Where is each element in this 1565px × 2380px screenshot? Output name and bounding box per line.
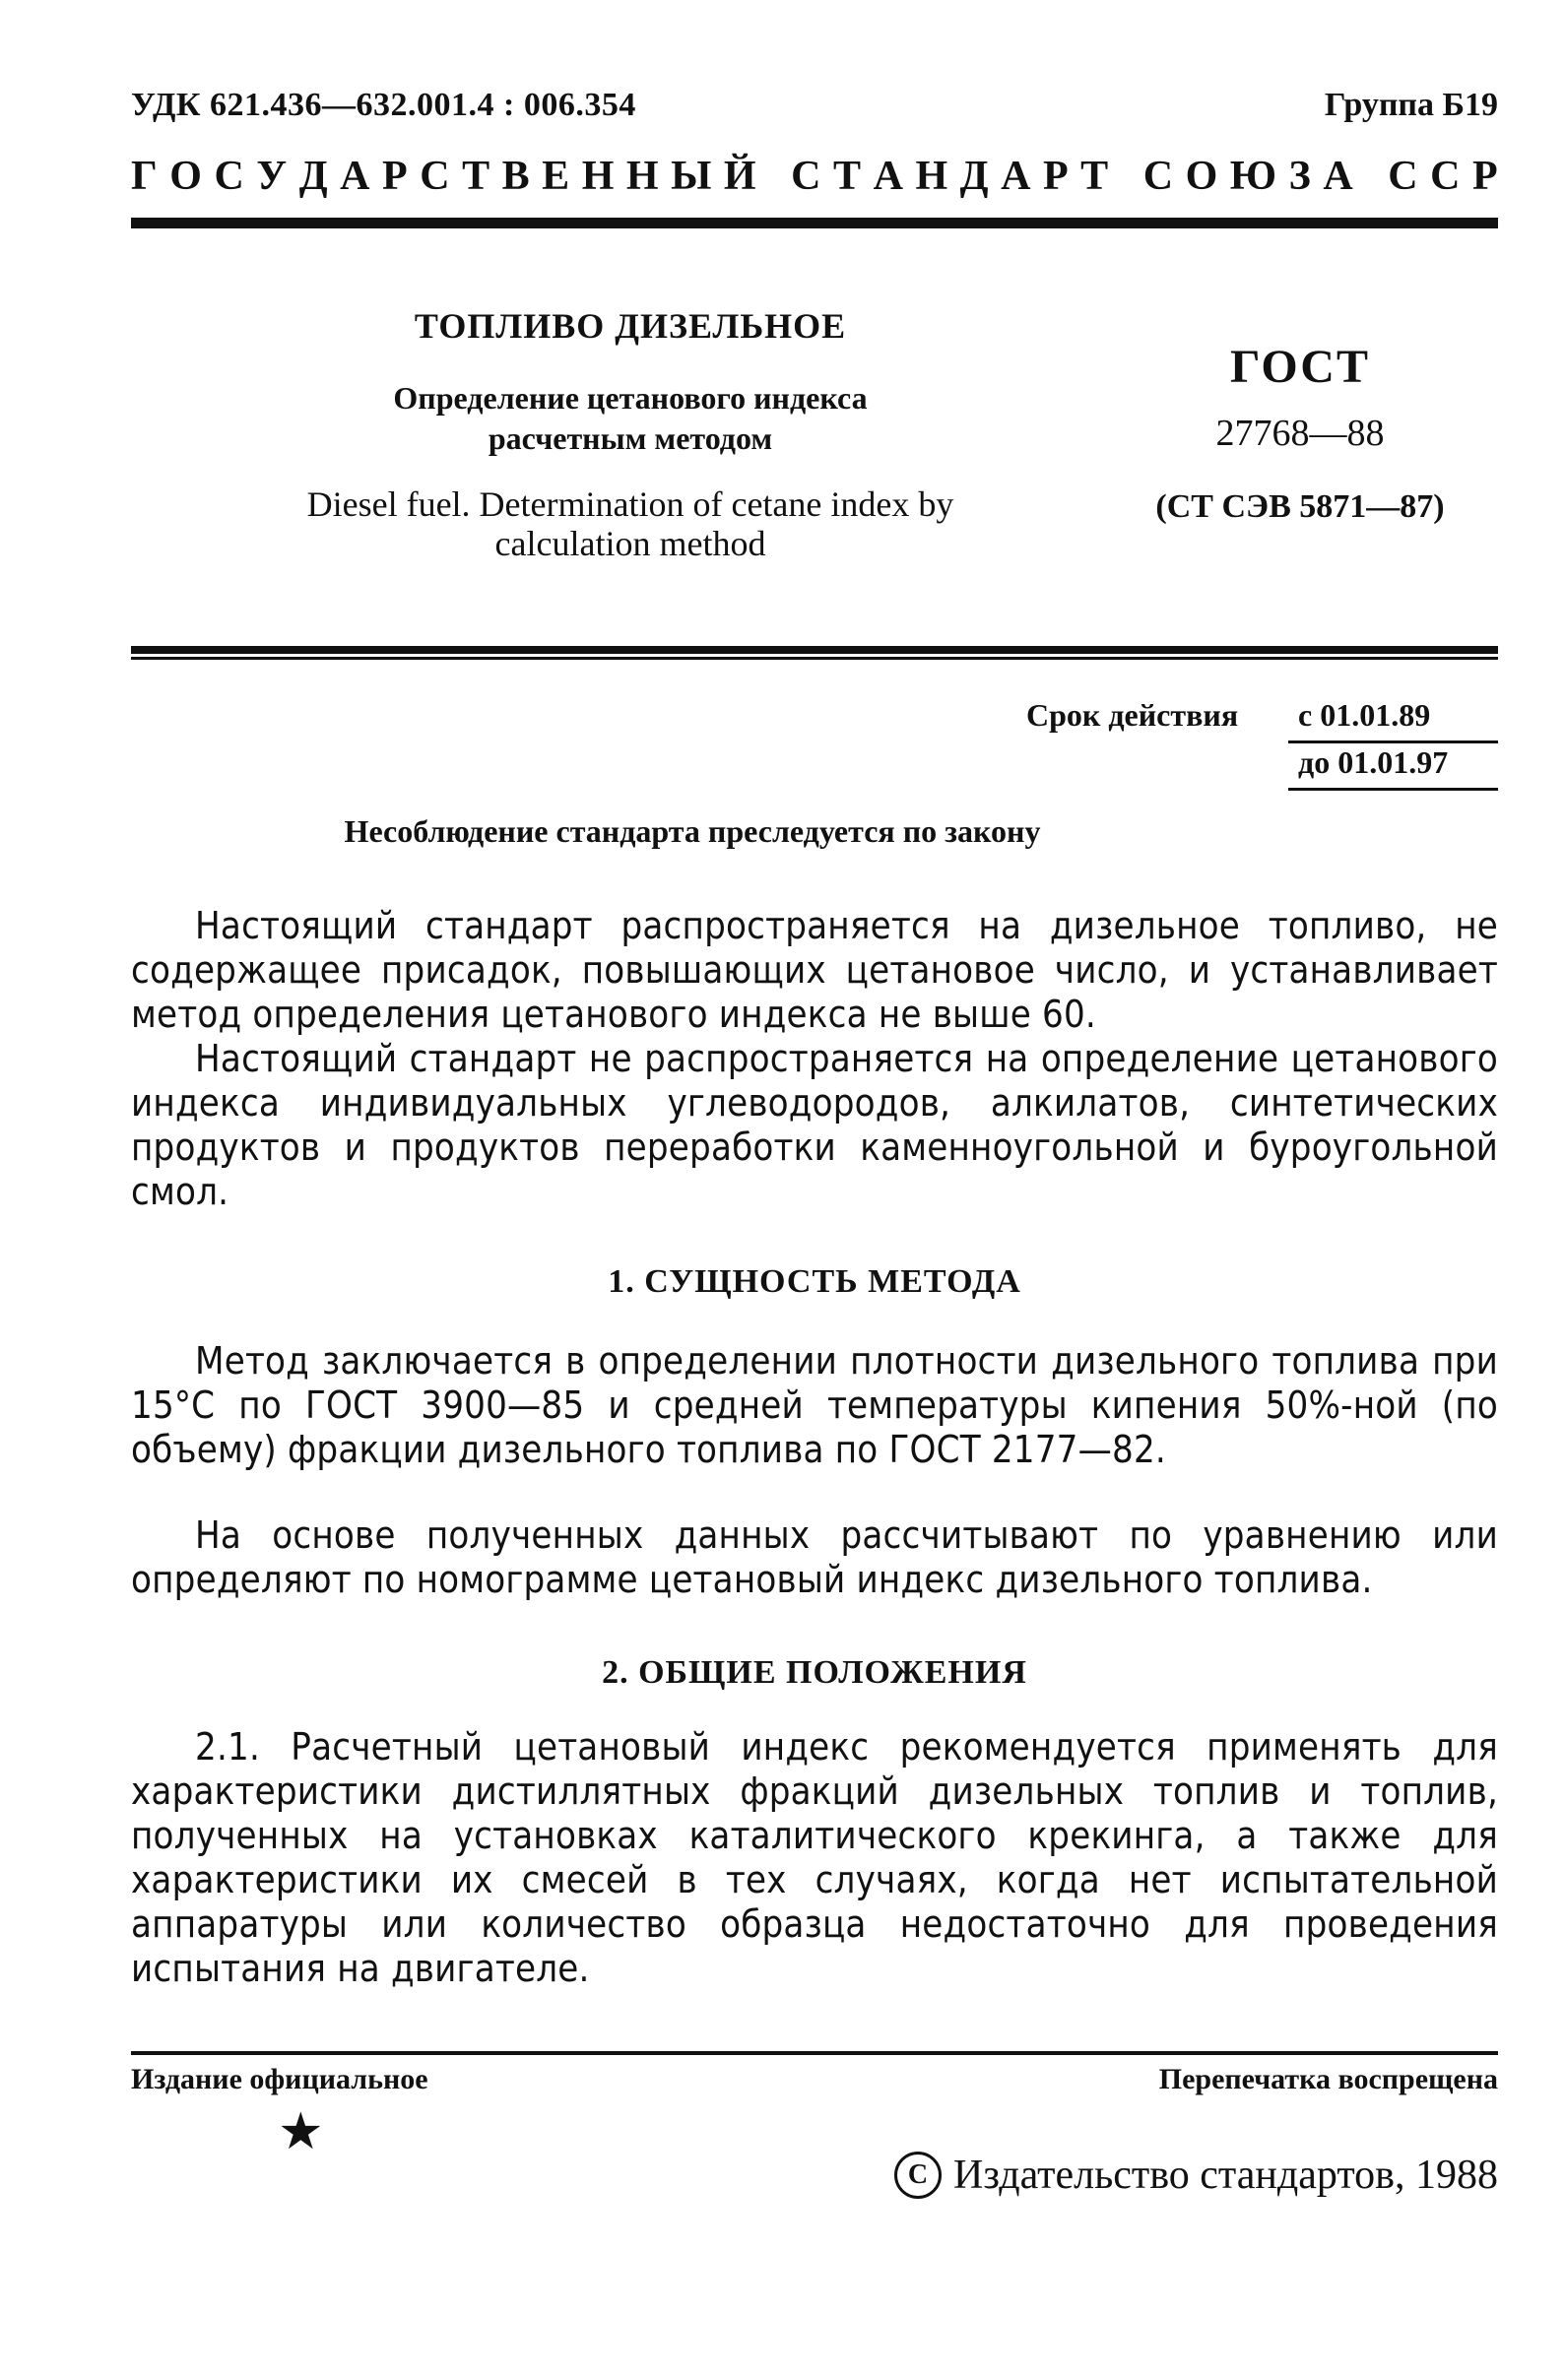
state-standard-letter: С [214,154,244,199]
state-standard-letter: С [1388,154,1418,199]
publisher-line [894,2152,1498,2199]
title-rule-thick [131,646,1498,654]
group-code: Группа Б19 [1324,87,1498,123]
reprint-prohibited: Перепечатка воспрещена [1158,2063,1498,2095]
section-1-paragraph-2: На основе полученных данных рассчитывают по уравнению или определяют по номограмме цетановый индекс дизельного топлива. [131,1513,1498,1601]
state-standard-letter: О [1185,154,1218,199]
validity-underline-2 [1288,788,1498,791]
state-standard-letter: А [873,154,903,199]
english-title-line-1: Diesel fuel. Determination of cetane index by [306,484,954,524]
state-standard-letter: С [1142,154,1174,199]
legal-notice: Несоблюдение стандарта преследуется по закону [344,813,1041,849]
state-standard-title [131,153,1498,200]
state-standard-letter: Р [1042,154,1069,199]
header-rule [131,218,1498,228]
state-standard-letter: С [420,154,450,199]
gost-number: 27768—88 [1215,413,1385,454]
state-standard-letter: В [501,154,530,199]
subtitle-line-2: расчетным методом [488,420,773,456]
sev-standard: (СТ СЭВ 5871—87) [1155,488,1445,525]
state-standard-letter: Ы [671,154,712,199]
state-standard-letter: Н [915,154,948,199]
state-standard-letter: Е [542,154,570,199]
document-title: ТОПЛИВО ДИЗЕЛЬНОЕ [414,306,847,346]
state-standard-letter: Р [382,154,408,199]
star-icon: ★ [278,2104,324,2160]
english-title [177,484,1083,563]
state-standard-letter: Т [1080,154,1109,199]
state-standard-letter: У [256,154,288,199]
intro-paragraph-1: Настоящий стандарт распространяется на дизельное топливо, не содержащее присадок, повышающих цетановое число, и устанавливает метод определения цетанового индекса не выше 60. [131,904,1498,1036]
english-title-line-2: calculation method [494,524,766,563]
intro-paragraph-2: Настоящий стандарт не распространяется на определение цетанового индекса индивидуальных углеводородов, алкилатов, синтетических продуктов и продуктов переработки каменноугольной и буроугольной смол. [131,1037,1498,1213]
state-standard-letter: С [791,154,821,199]
section-2-heading: 2. ОБЩИЕ ПОЛОЖЕНИЯ [602,1654,1027,1691]
state-standard-letter: Р [1471,154,1498,199]
state-standard-letter: С [1430,154,1461,199]
state-standard-letter [1121,153,1132,200]
state-standard-letter: Н [581,154,615,199]
state-standard-letter: Т [833,154,862,199]
state-standard-letter: Н [625,154,659,199]
state-standard-letter: А [1001,154,1031,199]
state-standard-letter: А [1323,154,1353,199]
official-edition: Издание официальное [131,2063,428,2095]
copyright-icon: C [894,2152,942,2199]
state-standard-letter [768,153,779,200]
state-standard-letter [1365,153,1376,200]
state-standard-letter: Т [462,154,490,199]
footer-rule [131,2051,1498,2055]
validity-to: до 01.01.97 [1298,744,1449,780]
section-1-heading: 1. СУЩНОСТЬ МЕТОДА [608,1263,1021,1300]
validity-label: Срок действия [1026,697,1239,733]
state-standard-letter: Ю [1229,154,1277,199]
udk-code: УДК 621.436—632.001.4 : 006.354 [131,87,636,123]
state-standard-letter: Г [131,154,158,199]
state-standard-letter: О [169,154,202,199]
title-rule-thin [131,657,1498,660]
state-standard-letter: Д [298,154,328,199]
state-standard-letter: А [340,154,370,199]
publisher-name: Издательство стандартов, 1988 [953,2153,1498,2198]
subtitle-line-1: Определение цетанового индекса [393,380,868,416]
document-subtitle [276,378,985,459]
state-standard-letter: З [1288,154,1311,199]
state-standard-letter: Й [723,154,756,199]
validity-from: с 01.01.89 [1298,697,1431,733]
validity-underline-1 [1288,740,1498,743]
gost-label: ГОСТ [1230,341,1370,393]
state-standard-letter: Д [959,154,989,199]
section-1-paragraph-1: Метод заключается в определении плотности дизельного топлива при 15°С по ГОСТ 3900—85 и средней температуры кипения 50%-ной (по объему) фракции дизельного топлива по ГОСТ 2177—82. [131,1339,1498,1471]
section-2-paragraph-1: 2.1. Расчетный цетановый индекс рекомендуется применять для характеристики дистиллятных фракций дизельных топлив и топлив, полученных на установках каталитического крекинга, а также для характеристики их смесей в тех случаях, когда нет испытательной аппаратуры или количество образца недостаточно для проведения испытания на двигателе. [131,1725,1498,1990]
